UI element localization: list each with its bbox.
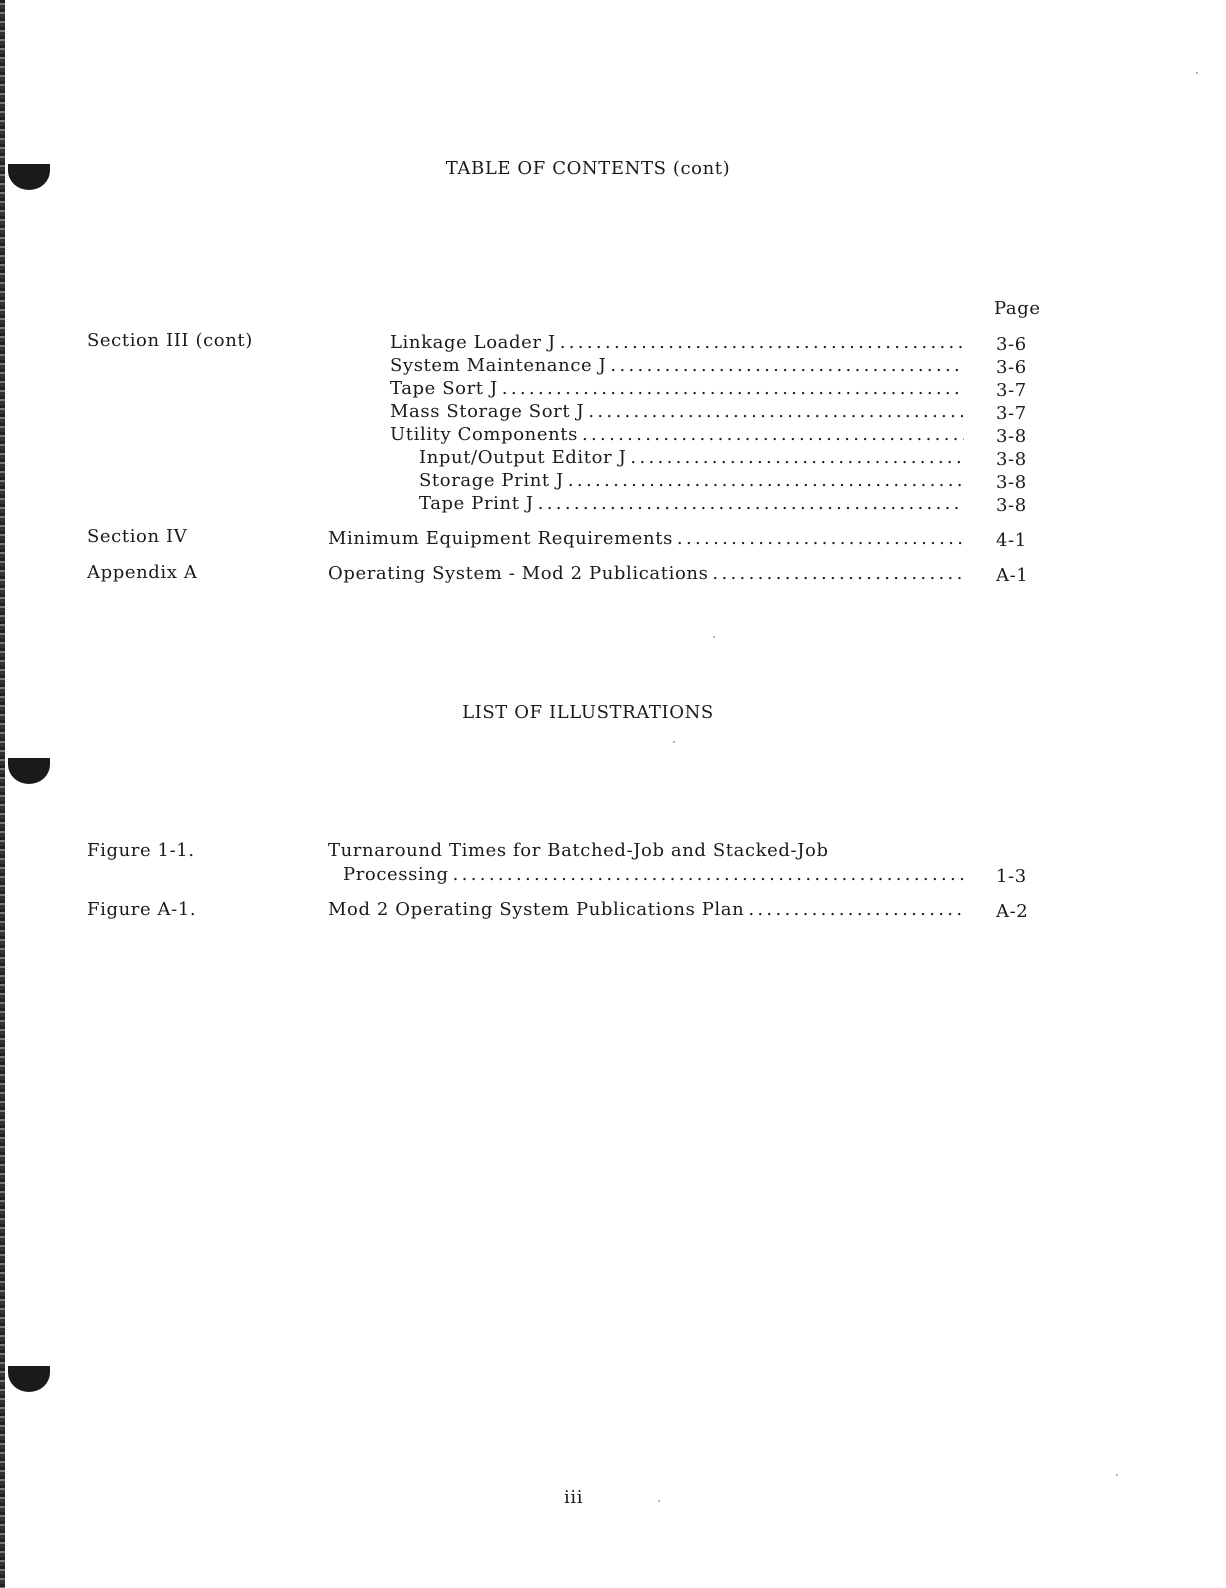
entry-title: Minimum Equipment Requirements [328,528,673,549]
entry-title: Processing [343,864,449,885]
dot-leader [748,899,964,920]
punch-hole-bottom [8,1366,50,1392]
toc-title: TABLE OF CONTENTS (cont) [445,158,731,179]
dot-leader [582,424,964,445]
dot-leader [453,864,964,885]
section-label: Section IV [87,526,188,547]
entry-page: 3-8 [996,472,1027,493]
dot-leader [677,528,964,549]
entry-title: Storage Print J [419,470,564,491]
toc-entry [419,493,964,514]
entry-title: Operating System - Mod 2 Publications [328,563,709,584]
toc-entry [390,355,964,376]
dot-leader [502,378,964,399]
entry-page: 3-8 [996,426,1027,447]
figure-label: Figure 1-1. [87,840,195,861]
scan-speck [713,636,715,638]
section-label: Section III (cont) [87,330,253,351]
entry-page: A-1 [996,565,1029,586]
entry-page: 4-1 [996,530,1027,551]
toc-entry [419,470,964,491]
toc-entry [390,332,964,353]
entry-page: 3-8 [996,449,1027,470]
dot-leader [568,470,964,491]
entry-title: Mass Storage Sort J [390,401,585,422]
toc-entry [328,899,964,920]
entry-page: 1-3 [996,866,1027,887]
toc-entry [419,447,964,468]
entry-page: 3-8 [996,495,1027,516]
entry-title: Tape Print J [419,493,534,514]
entry-page: A-2 [996,901,1029,922]
dot-leader [560,332,964,353]
entry-title: Tape Sort J [390,378,498,399]
page-number: iii [564,1487,584,1508]
punch-hole-middle [8,758,50,784]
toc-entry [328,528,964,549]
scan-speck [1196,72,1198,74]
toc-entry [328,563,964,584]
illustrations-title: LIST OF ILLUSTRATIONS [462,702,714,723]
toc-entry [390,424,964,445]
dot-leader [538,493,964,514]
figure-title: Turnaround Times for Batched-Job and Stacked-Job [328,840,829,861]
scan-speck [673,741,675,743]
entry-page: 3-7 [996,380,1027,401]
entry-title: Mod 2 Operating System Publications Plan [328,899,745,920]
entry-title: Linkage Loader J [390,332,556,353]
entry-title: System Maintenance J [390,355,607,376]
dot-leader [588,401,964,422]
scan-speck [658,1500,660,1502]
entry-page: 3-6 [996,334,1027,355]
entry-title: Utility Components [390,424,578,445]
toc-entry [343,864,964,885]
entry-title: Input/Output Editor J [419,447,627,468]
dot-leader [610,355,964,376]
dot-leader [630,447,964,468]
binding-edge [0,0,5,1588]
page-column-header: Page [994,298,1041,319]
entry-page: 3-6 [996,357,1027,378]
figure-label: Figure A-1. [87,899,197,920]
section-label: Appendix A [87,562,198,583]
entry-page: 3-7 [996,403,1027,424]
toc-entry [390,378,964,399]
dot-leader [712,563,964,584]
scan-speck [1116,1474,1118,1476]
toc-entry [390,401,964,422]
